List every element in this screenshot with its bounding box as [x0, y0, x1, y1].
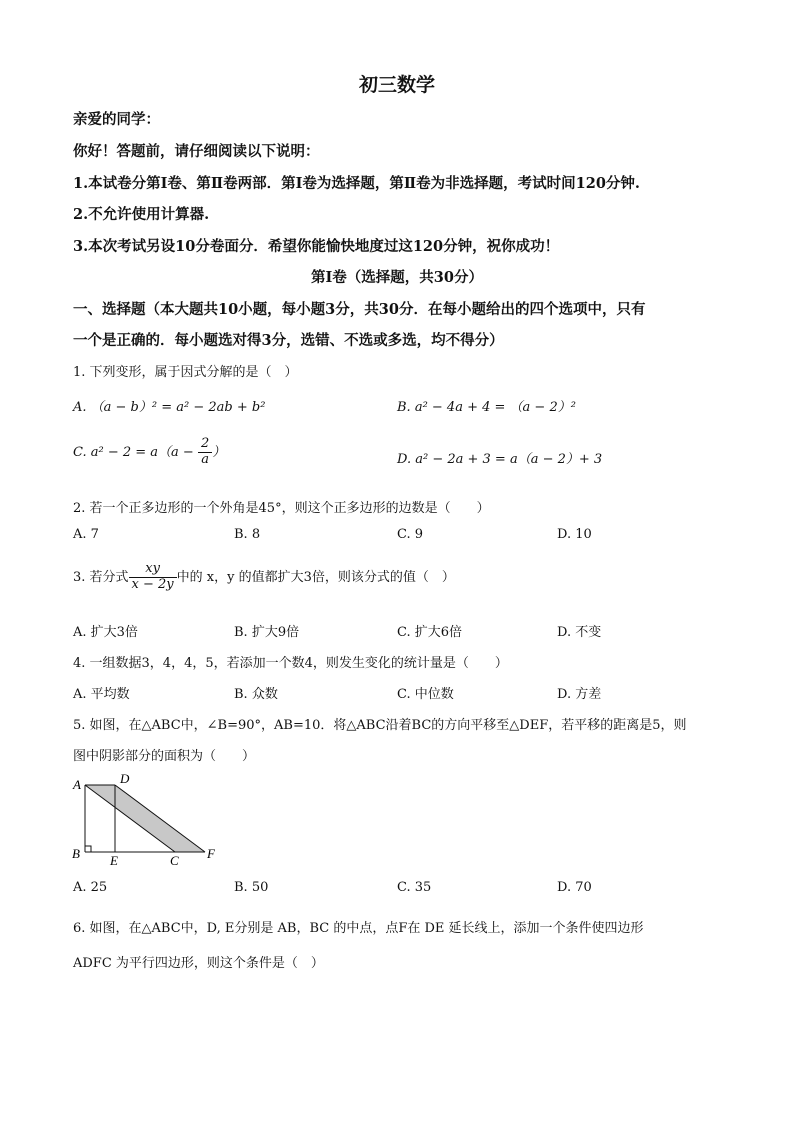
q2-option-c: C. 9 — [397, 527, 424, 542]
q4-stem: 4. 一组数据3，4，4，5，若添加一个数4，则发生变化的统计量是（ ） — [73, 656, 508, 671]
q3-option-c: C. 扩大6倍 — [397, 625, 463, 640]
q1-option-b: B. a² − 4a + 4 = （a − 2）² — [397, 400, 576, 415]
q3-option-d: D. 不变 — [557, 625, 602, 640]
segment-df — [115, 785, 205, 852]
q4-option-b: B. 众数 — [234, 687, 278, 702]
q1-option-c: C. a² − 2 = a（a − $\frac{2}{a}$ ） — [73, 436, 226, 467]
segment-ac — [85, 785, 175, 852]
label-f: F — [207, 846, 215, 861]
q5-option-a: A. 25 — [73, 880, 108, 895]
q2-stem: 2. 若一个正多边形的一个外角是45°，则这个正多边形的边数是（ ） — [73, 501, 490, 516]
part-one-line1: 一、选择题（本大题共10小题，每小题3分，共30分．在每小题给出的四个选项中，只有 — [73, 301, 646, 318]
q3-stem: 3. 若分式 $\frac{xy}{x - 2y}$ 中的 x，y 的值都扩大3倍，则该分式的值（ ） — [73, 561, 455, 592]
label-a: A — [73, 777, 81, 792]
rule-1: 1.本试卷分第Ⅰ卷、第Ⅱ卷两部．第Ⅰ卷为选择题，第Ⅱ卷为非选择题，考试时间120分钟. — [73, 175, 640, 192]
q5-stem-line1: 5. 如图，在△ABC中，∠B=90°，AB=10．将△ABC沿着BC的方向平移至△DEF，若平移的距离是5，则 — [73, 718, 687, 733]
q4-option-d: D. 方差 — [557, 687, 602, 702]
right-angle-mark — [85, 846, 91, 852]
q5-option-c: C. 35 — [397, 880, 432, 895]
q6-stem-line2: ADFC 为平行四边形，则这个条件是（ ） — [73, 956, 324, 971]
label-c: C — [170, 853, 179, 868]
q3-option-a: A. 扩大3倍 — [73, 625, 138, 640]
q4-option-a: A. 平均数 — [73, 687, 130, 702]
label-b: B — [72, 846, 80, 861]
q5-option-b: B. 50 — [234, 880, 269, 895]
q5-figure — [66, 770, 226, 870]
q3-option-b: B. 扩大9倍 — [234, 625, 300, 640]
q5-option-d: D. 70 — [557, 880, 592, 895]
page-title: 初三数学 — [358, 74, 435, 96]
instruction: 你好！答题前，请仔细阅读以下说明： — [73, 143, 320, 160]
rule-3: 3.本次考试另设10分卷面分．希望你能愉快地度过这120分钟，祝你成功！ — [73, 238, 560, 255]
rule-2: 2.不允许使用计算器. — [73, 206, 210, 223]
section-header: 第Ⅰ卷（选择题，共30分） — [311, 269, 483, 286]
q1-option-d: D. a² − 2a + 3 = a（a − 2）+ 3 — [397, 452, 603, 467]
q2-option-b: B. 8 — [234, 527, 261, 542]
label-e: E — [110, 853, 118, 868]
part-one-line2: 一个是正确的．每小题选对得3分，选错、不选或多选，均不得分） — [73, 332, 504, 349]
q6-stem-line1: 6. 如图，在△ABC中，D, E分别是 AB，BC 的中点，点F在 DE 延长线上，添加一个条件使四边形 — [73, 921, 644, 936]
q2-option-a: A. 7 — [73, 527, 99, 542]
greeting: 亲爱的同学： — [73, 111, 160, 128]
shaded-region — [85, 785, 205, 852]
q4-option-c: C. 中位数 — [397, 687, 454, 702]
q2-option-d: D. 10 — [557, 527, 592, 542]
label-d: D — [120, 771, 130, 786]
q5-stem-line2: 图中阴影部分的面积为（ ） — [73, 749, 256, 764]
q1-stem: 1. 下列变形，属于因式分解的是（ ） — [73, 365, 298, 380]
q1-option-a: A. （a − b）² = a² − 2ab + b² — [73, 400, 266, 415]
